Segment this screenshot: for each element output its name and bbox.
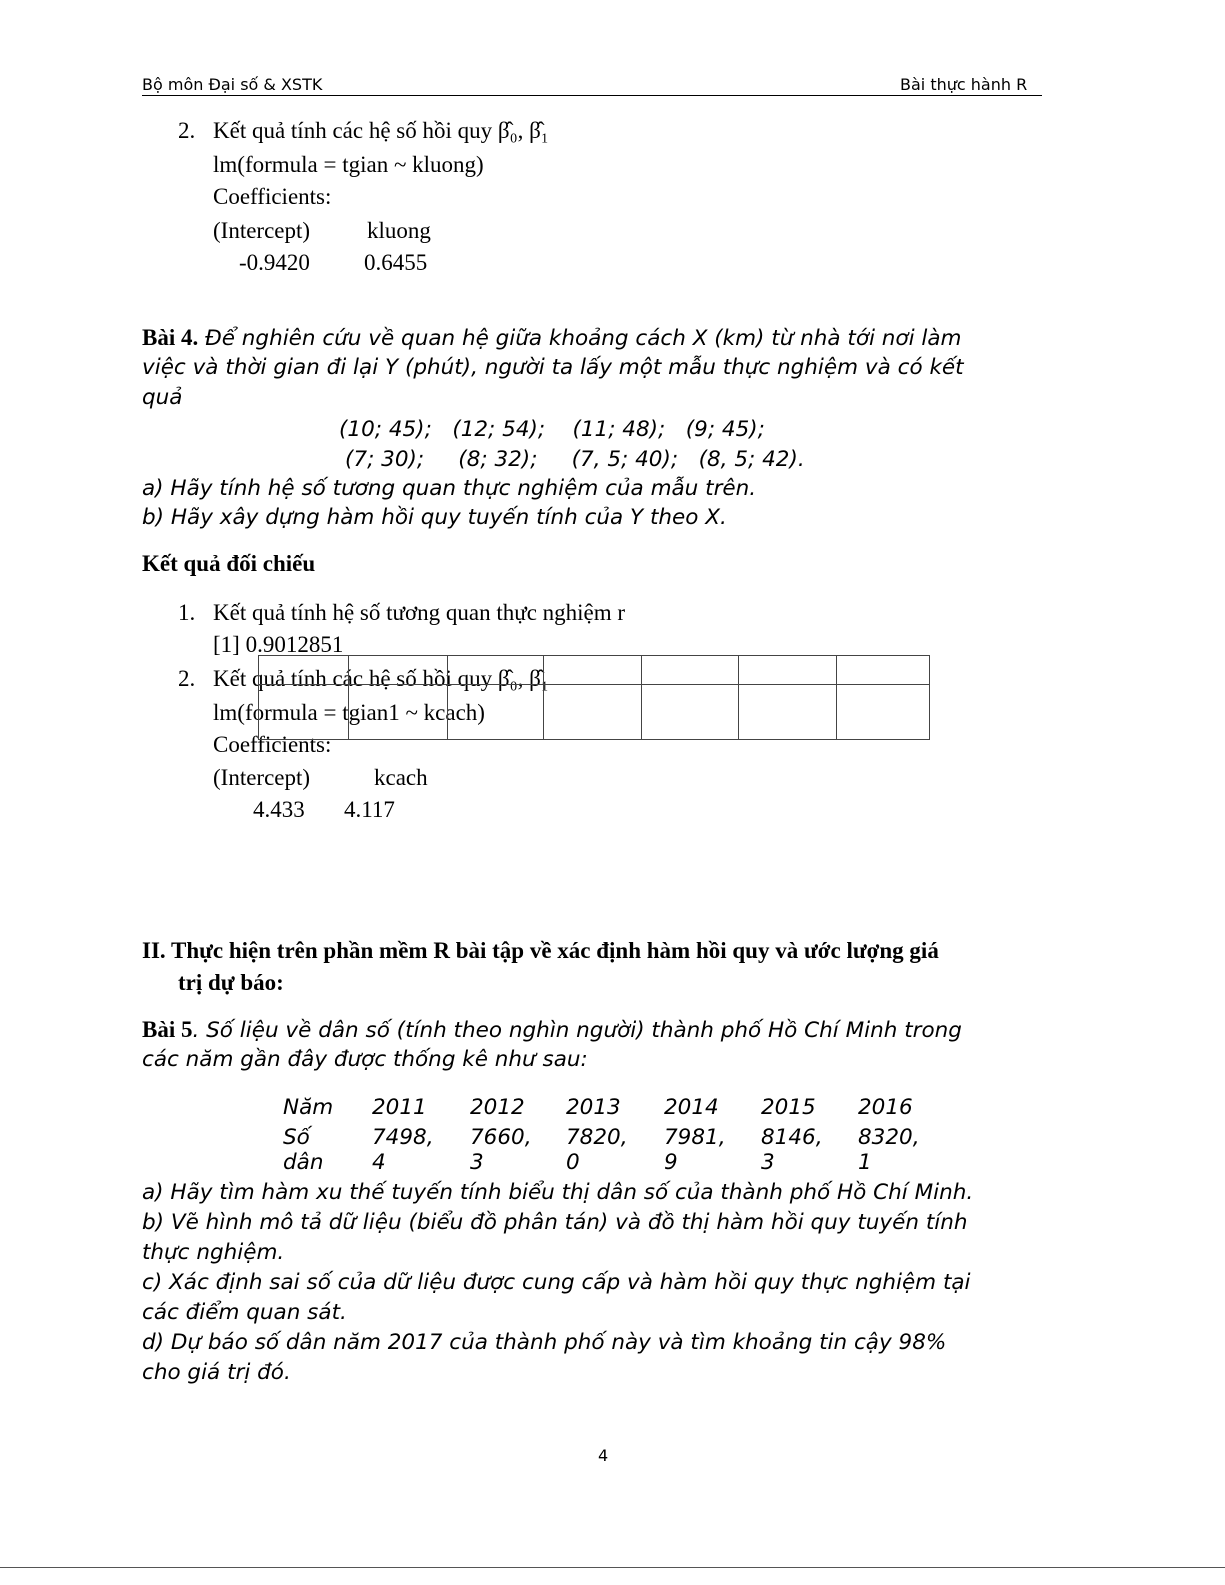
question-d-cont: cho giá trị đó. xyxy=(142,1360,291,1385)
item-text: Kết quả tính các hệ số hồi quy β̂₀, β̂₁ xyxy=(213,666,549,691)
question-c: c) Xác định sai số của dữ liệu được cung cấp và hàm hồi quy thực nghiệm tại xyxy=(142,1270,971,1295)
bai4-text: Để nghiên cứu về quan hệ giữa khoảng cách X (km) từ nhà tới nơi làm xyxy=(198,326,962,351)
table-cell: 7660, xyxy=(470,1125,532,1150)
points-row2: (7; 30); (8; 32); (7, 5; 40); (8, 5; 42). xyxy=(345,447,805,472)
question-c-cont: các điểm quan sát. xyxy=(142,1300,347,1325)
question-b-cont: thực nghiệm. xyxy=(142,1240,285,1265)
table-cell: 9 xyxy=(664,1150,678,1175)
table-cell: 2011 xyxy=(372,1095,427,1120)
item-text: Kết quả tính các hệ số hồi quy β̂₀, β̂₁ xyxy=(213,118,549,143)
table-cell: 0 xyxy=(566,1150,580,1175)
header-rule xyxy=(142,95,1042,96)
lm-call: lm(formula = tgian1 ~ kcach) xyxy=(213,700,485,725)
table-cell: 2016 xyxy=(858,1095,913,1120)
r-value: [1] 0.9012851 xyxy=(213,632,344,657)
table-cell: 7981, xyxy=(664,1125,726,1150)
table-cell: 2012 xyxy=(470,1095,525,1120)
points-row1: (10; 45); (12; 54); (11; 48); (9; 45); xyxy=(339,417,765,442)
header-right: Bài thực hành R xyxy=(900,75,1028,94)
table-cell: 7498, xyxy=(372,1125,434,1150)
coef-col2: kcach xyxy=(374,765,428,790)
question-b: b) Vẽ hình mô tả dữ liệu (biểu đồ phân tán) và đồ thị hàm hồi quy tuyến tính xyxy=(142,1210,968,1235)
item-number: 2. xyxy=(178,118,196,143)
lm-call: lm(formula = tgian ~ kluong) xyxy=(213,152,484,177)
coef-col1: (Intercept) xyxy=(213,765,311,790)
bai4-label: Bài 4. xyxy=(142,325,199,350)
empty-table-overlay xyxy=(258,655,930,740)
coef-val2: 0.6455 xyxy=(364,250,428,275)
coef-label: Coefficients: xyxy=(213,184,332,209)
coef-val1: 4.433 xyxy=(253,797,305,822)
table-cell: Số xyxy=(283,1125,310,1150)
bai4-line3: quả xyxy=(142,385,183,410)
section-heading: II. Thực hiện trên phần mềm R bài tập về xác định hàm hồi quy và ước lượng giá xyxy=(142,938,939,963)
table-cell: 4 xyxy=(372,1150,386,1175)
section-heading-cont: trị dự báo: xyxy=(178,970,284,995)
coef-val1: -0.9420 xyxy=(239,250,310,275)
coef-label: Coefficients: xyxy=(213,732,332,757)
table-cell: 1 xyxy=(858,1150,872,1175)
page-number: 4 xyxy=(598,1446,609,1465)
table-cell: 8146, xyxy=(761,1125,823,1150)
bai5-line2: các năm gần đây được thống kê như sau: xyxy=(142,1047,588,1072)
header-left: Bộ môn Đại số & XSTK xyxy=(142,75,323,94)
page-bottom-edge xyxy=(0,1567,1225,1568)
table-cell: 3 xyxy=(470,1150,484,1175)
bai4-line1 xyxy=(142,325,961,351)
bai4-line2: việc và thời gian đi lại Y (phút), người ta lấy một mẫu thực nghiệm và có kết xyxy=(142,355,964,380)
table-cell: 2015 xyxy=(761,1095,816,1120)
coef-col1: (Intercept) xyxy=(213,218,311,243)
table-cell: 2013 xyxy=(566,1095,621,1120)
table-cell: Năm xyxy=(283,1095,334,1120)
item-number: 2. xyxy=(178,666,196,691)
question-a: a) Hãy tính hệ số tương quan thực nghiệm của mẫu trên. xyxy=(142,476,757,501)
coef-val2: 4.117 xyxy=(344,797,395,822)
table-cell: 8320, xyxy=(858,1125,920,1150)
table-cell: 3 xyxy=(761,1150,775,1175)
question-b: b) Hãy xây dựng hàm hồi quy tuyến tính của Y theo X. xyxy=(142,505,727,530)
bai5-line1 xyxy=(142,1017,962,1043)
item-number: 1. xyxy=(178,600,196,625)
bai5-label: Bài 5 xyxy=(142,1017,193,1042)
question-a: a) Hãy tìm hàm xu thế tuyến tính biểu thị dân số của thành phố Hồ Chí Minh. xyxy=(142,1180,974,1205)
table-cell: dân xyxy=(283,1150,324,1175)
table-cell: 2014 xyxy=(664,1095,719,1120)
coef-col2: kluong xyxy=(367,218,431,243)
results-title: Kết quả đối chiếu xyxy=(142,551,316,576)
table-cell: 7820, xyxy=(566,1125,628,1150)
item-text: Kết quả tính hệ số tương quan thực nghiệm r xyxy=(213,600,626,625)
bai5-text: . Số liệu về dân số (tính theo nghìn người) thành phố Hồ Chí Minh trong xyxy=(192,1018,962,1043)
question-d: d) Dự báo số dân năm 2017 của thành phố này và tìm khoảng tin cậy 98% xyxy=(142,1330,947,1355)
